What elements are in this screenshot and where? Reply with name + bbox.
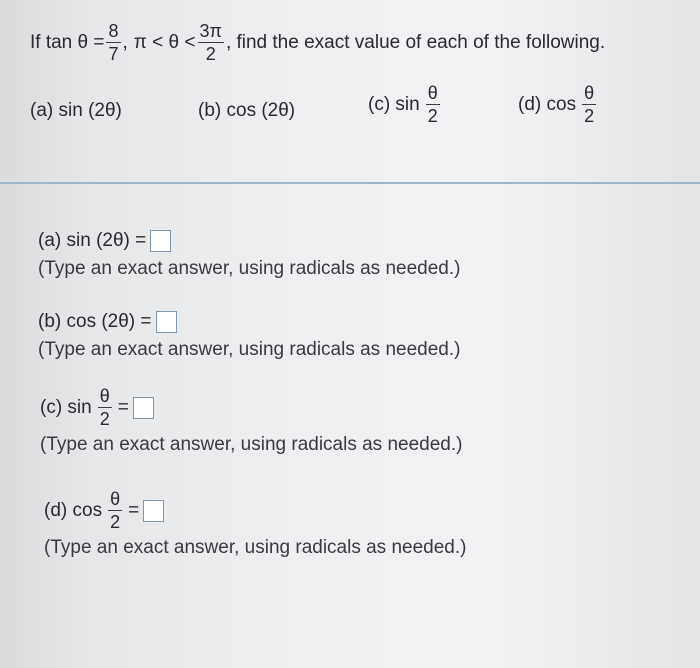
tan-denominator: 7 [108, 44, 119, 64]
answer-a-input[interactable] [150, 230, 171, 252]
answer-c-denominator: 2 [99, 409, 110, 429]
part-b-label [198, 100, 295, 122]
answer-c-label: (c) sin [40, 396, 92, 418]
part-d-denominator: 2 [584, 106, 595, 126]
answer-d-numerator: θ [110, 489, 121, 509]
part-d-text: (d) cos [518, 93, 577, 115]
answer-d-equals: = [128, 499, 140, 521]
part-a-text: (a) sin (2θ) [30, 100, 122, 121]
answer-a [38, 230, 460, 280]
answer-d-input[interactable] [143, 500, 164, 522]
range-numerator: 3π [199, 21, 222, 41]
range-fraction [198, 22, 224, 63]
answer-b-label: (b) cos (2θ) = [38, 311, 152, 332]
part-c-fraction [426, 84, 440, 125]
answer-d-denominator: 2 [110, 512, 121, 532]
part-d-label [518, 84, 598, 125]
answer-c-fraction [98, 387, 112, 428]
section-divider [0, 182, 700, 184]
part-c-denominator: 2 [427, 106, 438, 126]
part-d-numerator: θ [584, 83, 595, 103]
tan-numerator: 8 [108, 21, 119, 41]
problem-statement [0, 0, 700, 180]
part-c-label [368, 84, 442, 125]
answer-d-label: (d) cos [44, 499, 103, 521]
answer-d [44, 490, 466, 559]
tan-fraction [106, 22, 120, 63]
comma: , [122, 31, 128, 53]
problem-text [30, 22, 605, 63]
answer-d-fraction [108, 490, 122, 531]
part-c-numerator: θ [427, 83, 438, 103]
answer-c-numerator: θ [99, 386, 110, 406]
answer-b-input[interactable] [156, 311, 177, 333]
answer-c-hint: (Type an exact answer, using radicals as needed.) [40, 434, 463, 455]
answer-d-hint: (Type an exact answer, using radicals as needed.) [44, 537, 467, 558]
answer-b [38, 311, 460, 361]
part-d-fraction [582, 84, 596, 125]
answer-b-hint: (Type an exact answer, using radicals as needed.) [38, 339, 461, 360]
part-a-label [30, 100, 122, 122]
answer-c [40, 387, 462, 456]
range-text: π < θ < [133, 31, 196, 53]
answer-a-label: (a) sin (2θ) = [38, 230, 147, 251]
problem-suffix: , find the exact value of each of the following. [225, 31, 606, 53]
answer-c-equals: = [117, 396, 129, 418]
part-c-text: (c) sin [368, 93, 420, 115]
part-b-text: (b) cos (2θ) [198, 100, 296, 121]
range-denominator: 2 [205, 44, 216, 64]
answer-a-hint: (Type an exact answer, using radicals as needed.) [38, 258, 461, 279]
problem-prefix: If tan θ = [30, 31, 105, 53]
answer-c-input[interactable] [133, 397, 154, 419]
